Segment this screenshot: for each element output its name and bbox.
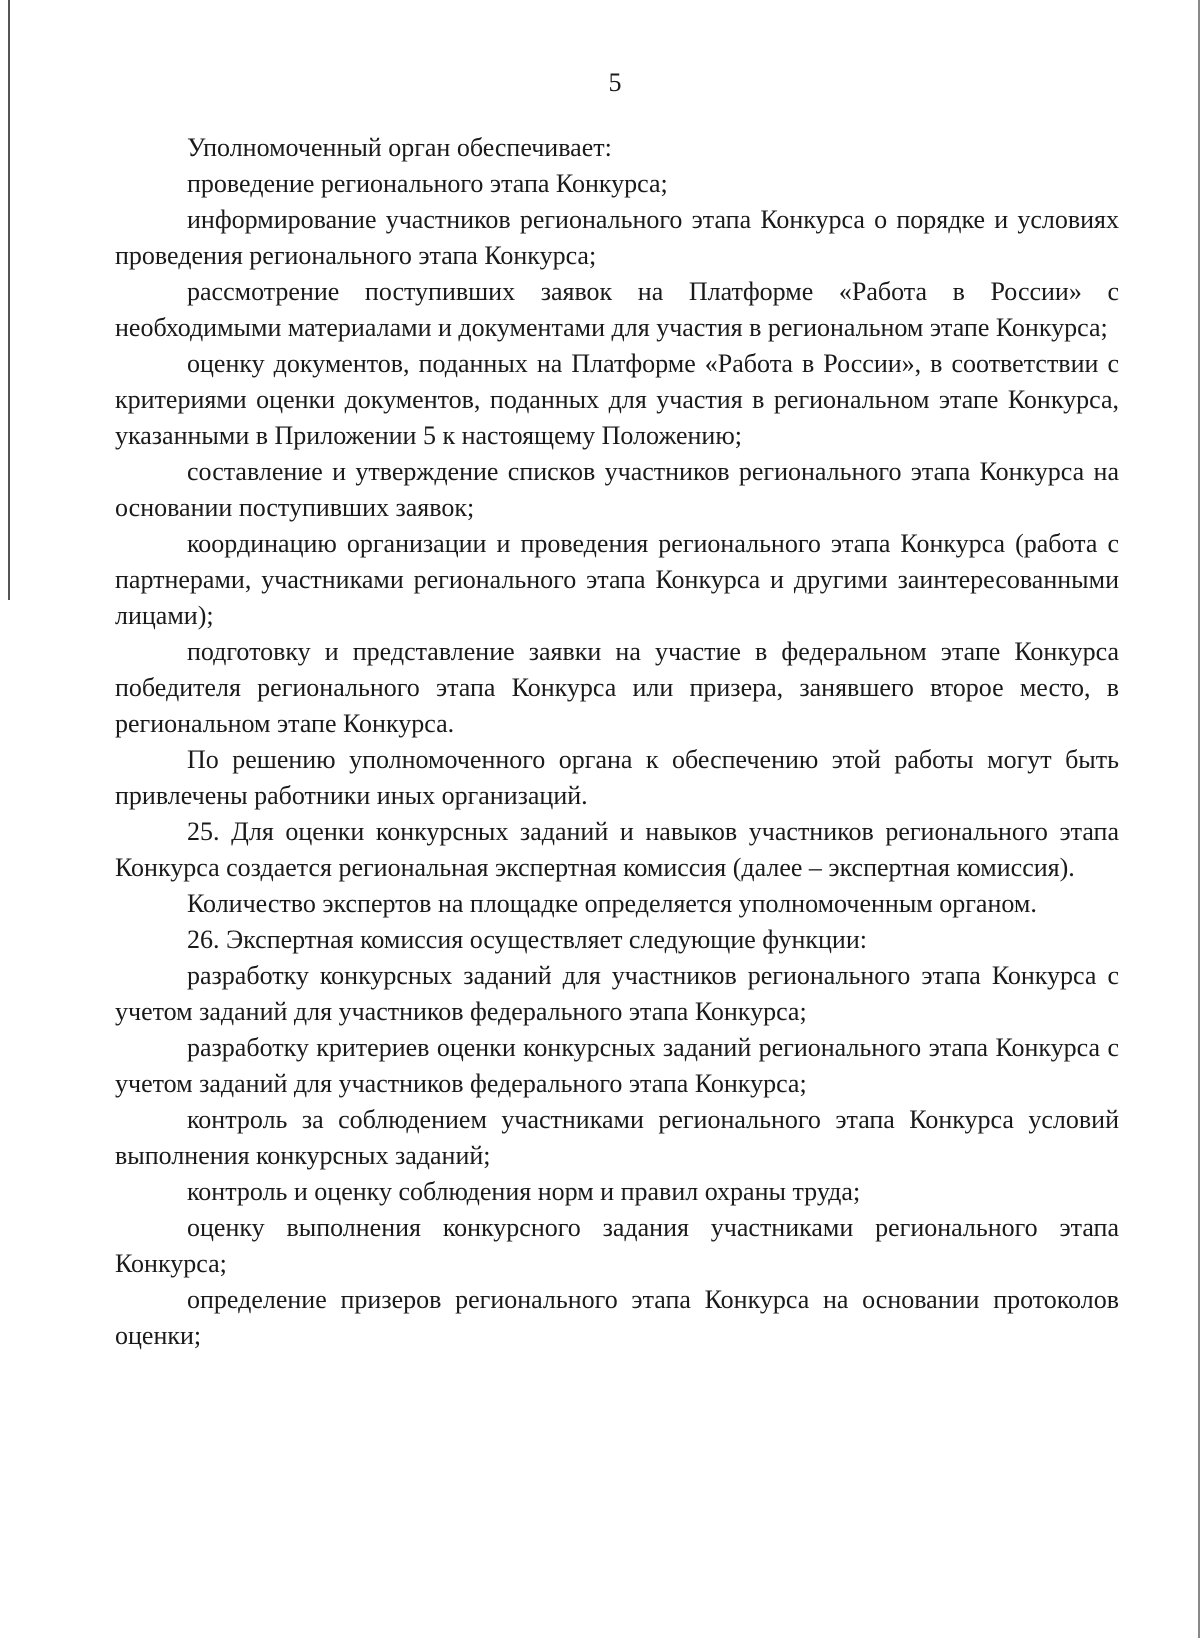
paragraph: оценку выполнения конкурсного задания участниками регионального этапа Конкурса;	[115, 1213, 1119, 1278]
paragraph: По решению уполномоченного органа к обеспечению этой работы могут быть привлечены работники иных организаций.	[115, 745, 1119, 810]
paragraph: контроль и оценку соблюдения норм и правил охраны труда;	[187, 1177, 861, 1206]
paragraph: разработку конкурсных заданий для участников регионального этапа Конкурса с учетом заданий для участников федерального этапа Конкурса;	[115, 961, 1119, 1026]
paragraph: составление и утверждение списков участников регионального этапа Конкурса на основании поступивших заявок;	[115, 457, 1119, 522]
paragraph: 25. Для оценки конкурсных заданий и навыков участников регионального этапа Конкурса создается региональная экспертная комиссия (далее – экспертная комиссия).	[115, 817, 1119, 882]
paragraph: оценку документов, поданных на Платформе «Работа в России», в соответствии с критериями оценки документов, поданных для участия в региональном этапе Конкурса, указанными в Приложении 5 к настоящему Положению;	[115, 349, 1119, 450]
paragraph: разработку критериев оценки конкурсных заданий регионального этапа Конкурса с учетом заданий для участников федерального этапа Конкурса;	[115, 1033, 1119, 1098]
paragraph: координацию организации и проведения регионального этапа Конкурса (работа с партнерами, участниками регионального этапа Конкурса и другими заинтересованными лицами);	[115, 529, 1119, 630]
paragraph: Количество экспертов на площадке определяется уполномоченным органом.	[187, 889, 1037, 918]
page-number: 5	[608, 68, 622, 97]
paragraph: Уполномоченный орган обеспечивает:	[187, 133, 612, 162]
paragraph: контроль за соблюдением участниками регионального этапа Конкурса условий выполнения конкурсных заданий;	[115, 1105, 1119, 1170]
paragraph: информирование участников регионального этапа Конкурса о порядке и условиях проведения регионального этапа Конкурса;	[115, 205, 1119, 270]
document-body	[115, 130, 1119, 1354]
paragraph: проведение регионального этапа Конкурса;	[187, 169, 668, 198]
paragraph: рассмотрение поступивших заявок на Платформе «Работа в России» с необходимыми материалами и документами для участия в региональном этапе Конкурса;	[115, 277, 1119, 342]
paragraph: подготовку и представление заявки на участие в федеральном этапе Конкурса победителя регионального этапа Конкурса или призера, занявшего второе место, в региональном этапе Конкурса.	[115, 637, 1119, 738]
paragraph: определение призеров регионального этапа Конкурса на основании протоколов оценки;	[115, 1285, 1119, 1350]
paragraph: 26. Экспертная комиссия осуществляет следующие функции:	[187, 925, 867, 954]
